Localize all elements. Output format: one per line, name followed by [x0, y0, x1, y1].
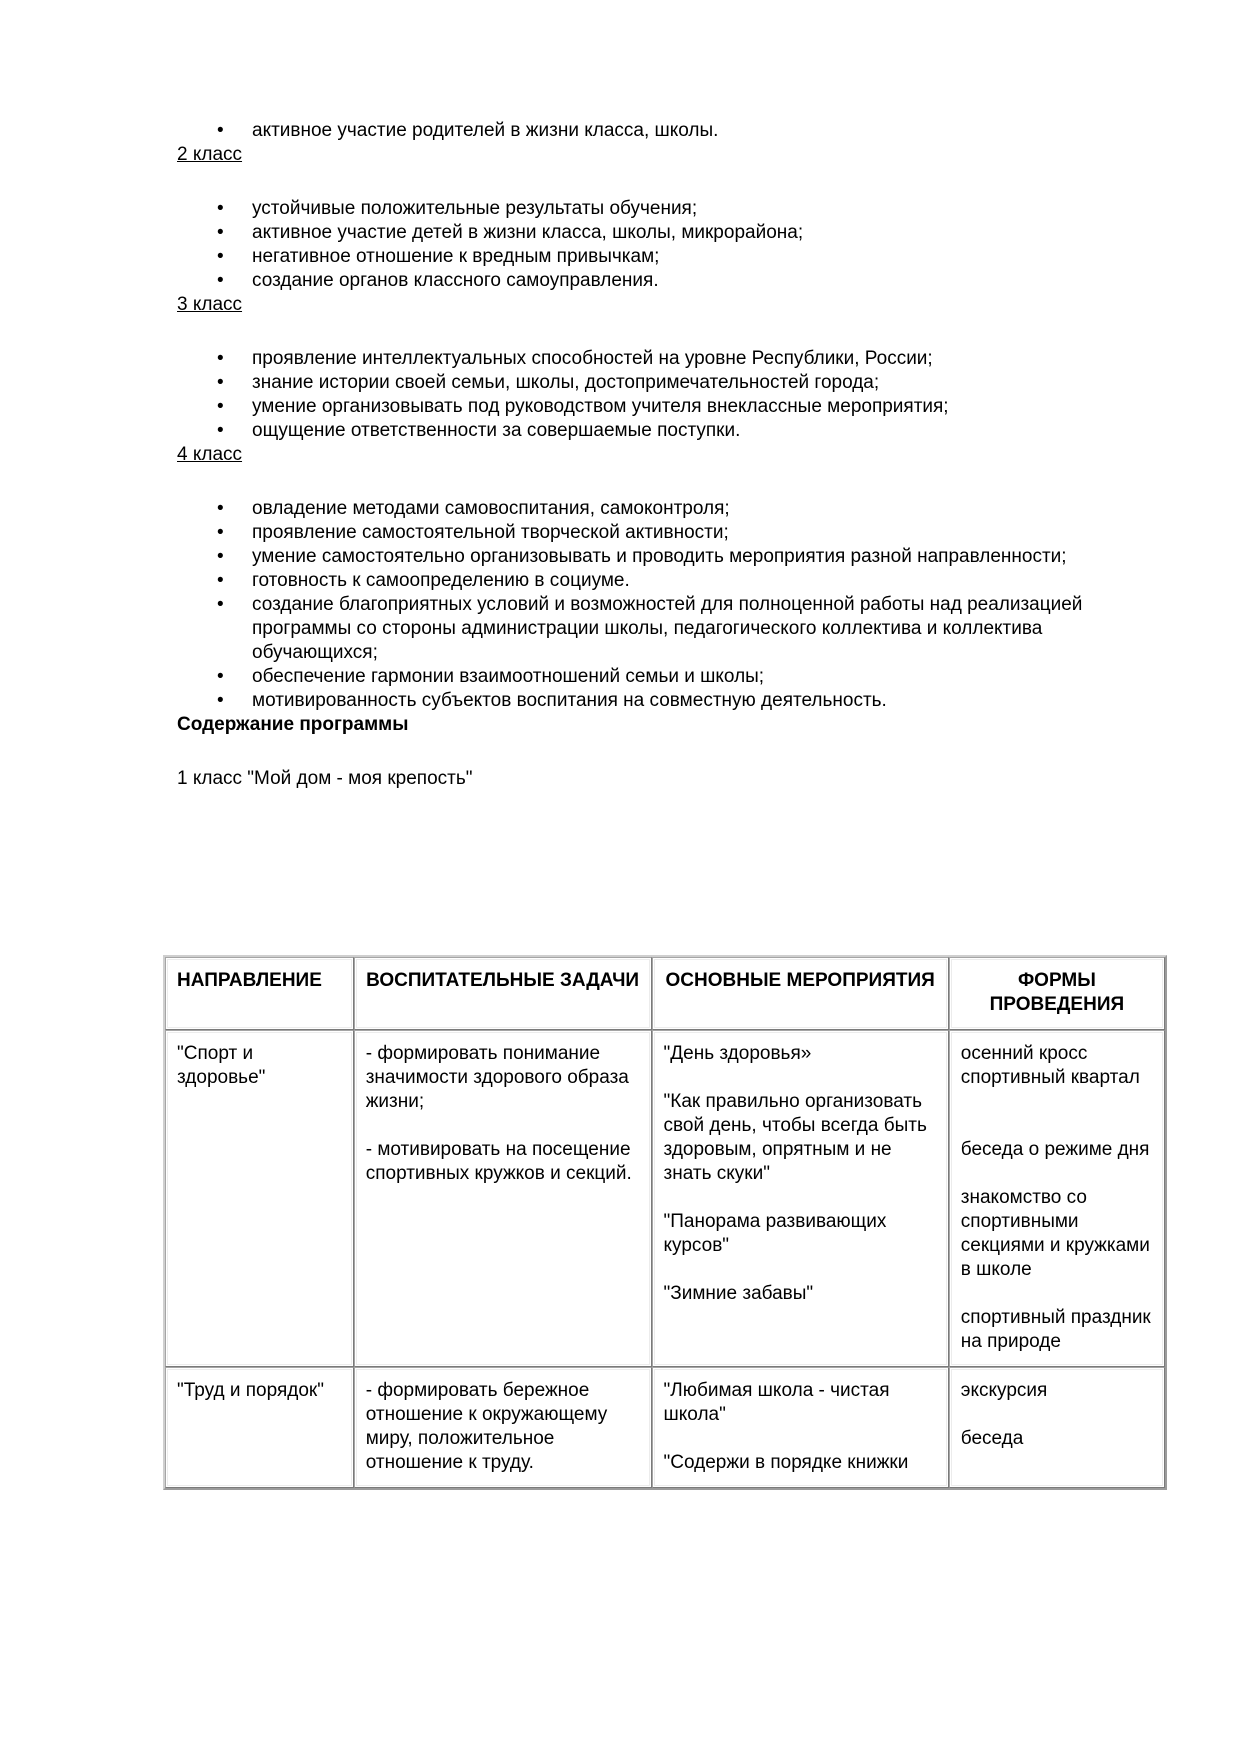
direction-cell — [165, 1367, 354, 1488]
tasks-cell — [354, 1367, 652, 1488]
grade-2-section — [177, 143, 1167, 293]
grade-3-section — [177, 293, 1167, 443]
cell-text: "Содержи в порядке книжки — [663, 1452, 909, 1473]
section-title: Содержание программы — [177, 714, 409, 735]
grade-3-bullet-list — [177, 347, 1167, 443]
list-item: • мотивированность субъектов воспитания на совместную деятельность. — [177, 689, 1167, 713]
cell-text: спортивный праздник на природе — [960, 1307, 1151, 1352]
list-item: • негативное отношение к вредным привычкам; — [177, 245, 1167, 269]
list-item: • умение организовывать под руководством учителя внеклассные мероприятия; — [177, 395, 1167, 419]
cell-text: "Панорама развивающих курсов" — [663, 1211, 887, 1256]
column-header: ВОСПИТАТЕЛЬНЫЕ ЗАДАЧИ — [354, 957, 652, 1030]
cell-text: "Как правильно организовать свой день, чтобы всегда быть здоровым, опрятным и не знать скуки" — [663, 1091, 927, 1184]
cell-text: беседа — [960, 1428, 1024, 1449]
table-header-row — [165, 957, 1165, 1030]
list-item: • устойчивые положительные результаты обучения; — [177, 197, 1167, 221]
cell-text: экскурсия — [960, 1380, 1048, 1401]
grade-2-bullet-list — [177, 197, 1167, 293]
cell-text: "День здоровья» — [663, 1043, 812, 1064]
list-item: • знание истории своей семьи, школы, достопримечательностей города; — [177, 371, 1167, 395]
column-header: ОСНОВНЫЕ МЕРОПРИЯТИЯ — [652, 957, 949, 1030]
column-header: ФОРМЫ ПРОВЕДЕНИЯ — [949, 957, 1165, 1030]
list-item: • проявление интеллектуальных способностей на уровне Республики, России; — [177, 347, 1167, 371]
table-row — [165, 1367, 1165, 1488]
events-cell — [652, 1367, 949, 1488]
list-item: • проявление самостоятельной творческой активности; — [177, 521, 1167, 545]
forms-cell — [949, 1367, 1165, 1488]
grade-heading: 2 класс — [177, 144, 243, 165]
tasks-cell — [354, 1030, 652, 1367]
list-item: • обеспечение гармонии взаимоотношений семьи и школы; — [177, 665, 1167, 689]
list-item: • овладение методами самовоспитания, самоконтроля; — [177, 497, 1167, 521]
cell-text: осенний кросс спортивный квартал — [960, 1043, 1140, 1088]
list-item: • создание благоприятных условий и возможностей для полноценной работы над реализацией программы со стороны администрации школы, педагогического коллектива и коллектива обучающихся; — [177, 593, 1167, 665]
grade-heading: 4 класс — [177, 444, 243, 465]
table-row — [165, 1030, 1165, 1367]
events-cell — [652, 1030, 949, 1367]
cell-text: "Спорт и здоровье" — [177, 1043, 266, 1088]
grade-4-section — [177, 443, 1167, 713]
column-header: НАПРАВЛЕНИЕ — [165, 957, 354, 1030]
list-item: • ощущение ответственности за совершаемые поступки. — [177, 419, 1167, 443]
cell-text: "Любимая школа - чистая школа" — [663, 1380, 890, 1425]
list-item: • умение самостоятельно организовывать и проводить мероприятия разной направленности; — [177, 545, 1167, 569]
list-item: • готовность к самоопределению в социуме. — [177, 569, 1167, 593]
list-item: • активное участие детей в жизни класса, школы, микрорайона; — [177, 221, 1167, 245]
cell-text: "Зимние забавы" — [663, 1283, 814, 1304]
program-table — [163, 955, 1167, 1490]
list-item: • активное участие родителей в жизни класса, школы. — [177, 119, 1167, 143]
cell-text: "Труд и порядок" — [177, 1380, 324, 1401]
grade-heading: 3 класс — [177, 294, 243, 315]
intro-bullet-list — [177, 119, 1167, 143]
page-content — [177, 119, 1167, 821]
cell-text: - формировать понимание значимости здорового образа жизни; — [365, 1043, 629, 1112]
program-subtitle: 1 класс "Мой дом - моя крепость" — [177, 768, 473, 789]
list-item: • создание органов классного самоуправления. — [177, 269, 1167, 293]
cell-text: - мотивировать на посещение спортивных кружков и секций. — [365, 1139, 632, 1184]
cell-text: - формировать бережное отношение к окружающему миру, положительное отношение к труду. — [365, 1380, 608, 1473]
grade-4-bullet-list — [177, 497, 1167, 713]
forms-cell — [949, 1030, 1165, 1367]
cell-text: знакомство со спортивными секциями и кружками в школе — [960, 1187, 1150, 1280]
direction-cell — [165, 1030, 354, 1367]
cell-text: беседа о режиме дня — [960, 1139, 1150, 1160]
